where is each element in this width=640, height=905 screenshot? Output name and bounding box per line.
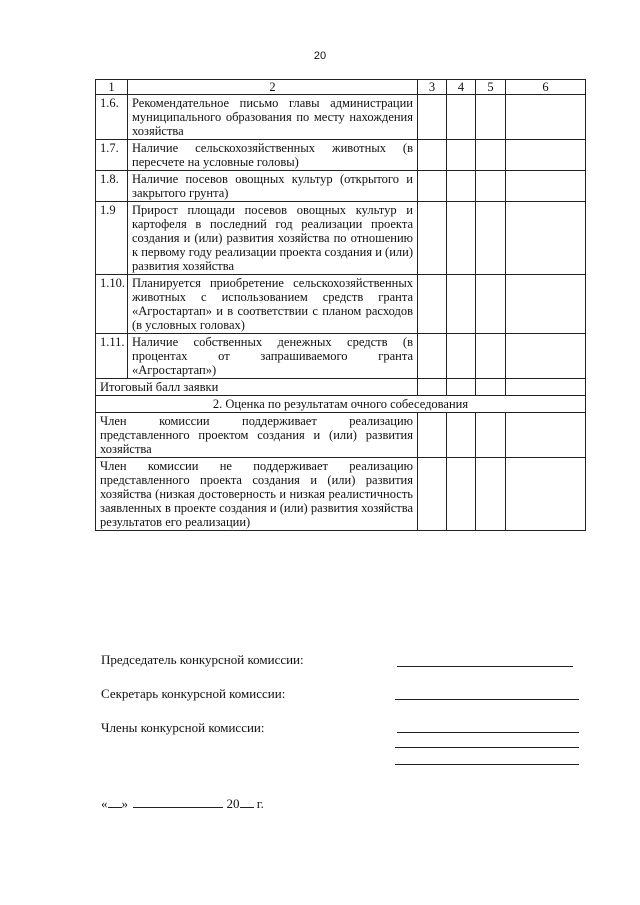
- score-cell: [476, 413, 506, 458]
- score-cell: [506, 379, 586, 396]
- score-cell: [447, 140, 476, 171]
- score-cell: [418, 171, 447, 202]
- table-header-row: [96, 80, 586, 95]
- row-criterion: Член комиссии не поддерживает реализацию представленного проекта создания и (или) развития хозяйства (низкая достоверность и низкая реалистичность заявленных в проекте создания и (или) развития хозяйства результатов его реализации): [96, 458, 418, 531]
- year-blank: [240, 797, 254, 808]
- row-criterion: Планируется приобретение сельскохозяйственных животных с использованием средств гранта «Агростартап» и в соответствии с планом расходов (в условных головах): [128, 275, 418, 334]
- score-cell: [418, 202, 447, 275]
- table-row: [96, 334, 586, 379]
- score-cell: [476, 171, 506, 202]
- table-row: [96, 95, 586, 140]
- score-cell: [506, 171, 586, 202]
- row-number: 1.6.: [96, 95, 128, 140]
- score-cell: [476, 458, 506, 531]
- signature-row-members: [101, 720, 591, 738]
- score-cell: [476, 334, 506, 379]
- row-criterion: Прирост площади посевов овощных культур и картофеля в последний год реализации проекта создания и (или) развития хозяйства по отношению к первому году реализации проекта создания и (или) развития хозяйства: [128, 202, 418, 275]
- score-cell: [506, 413, 586, 458]
- evaluation-table: [95, 79, 586, 531]
- row-number: 1.8.: [96, 171, 128, 202]
- total-label: Итоговый балл заявки: [96, 379, 418, 396]
- signature-label: Члены конкурсной комиссии:: [101, 720, 265, 735]
- score-cell: [506, 202, 586, 275]
- score-cell: [476, 275, 506, 334]
- column-header: 5: [476, 80, 506, 95]
- score-cell: [447, 171, 476, 202]
- date-quote-open: «: [101, 796, 108, 811]
- row-number: 1.11.: [96, 334, 128, 379]
- row-number: 1.9: [96, 202, 128, 275]
- date-quote-close: »: [121, 796, 128, 811]
- section-title-row: [96, 396, 586, 413]
- row-criterion: Член комиссии поддерживает реализацию представленного проектом создания и (или) развития хозяйства: [96, 413, 418, 458]
- row-criterion: Рекомендательное письмо главы администрации муниципального образования по месту нахождения хозяйства: [128, 95, 418, 140]
- score-cell: [447, 275, 476, 334]
- column-header: 2: [128, 80, 418, 95]
- column-header: 6: [506, 80, 586, 95]
- row-number: 1.7.: [96, 140, 128, 171]
- date-suffix: г.: [256, 796, 264, 811]
- score-cell: [447, 202, 476, 275]
- score-cell: [447, 334, 476, 379]
- row-criterion: Наличие сельскохозяйственных животных (в пересчете на условные головы): [128, 140, 418, 171]
- signature-row-chairman: [101, 652, 591, 670]
- column-header: 3: [418, 80, 447, 95]
- score-cell: [418, 140, 447, 171]
- month-blank: [133, 797, 223, 808]
- signature-line: [397, 732, 579, 733]
- page-number: 20: [313, 50, 327, 62]
- score-cell: [476, 140, 506, 171]
- column-header: 4: [447, 80, 476, 95]
- score-cell: [476, 202, 506, 275]
- row-criterion: Наличие посевов овощных культур (открытого и закрытого грунта): [128, 171, 418, 202]
- section-title: 2. Оценка по результатам очного собеседования: [96, 396, 586, 413]
- score-cell: [506, 140, 586, 171]
- score-cell: [418, 334, 447, 379]
- score-cell: [506, 334, 586, 379]
- row-number: 1.10.: [96, 275, 128, 334]
- table-row: [96, 140, 586, 171]
- score-cell: [447, 413, 476, 458]
- signature-line: [395, 699, 579, 700]
- table-row: [96, 171, 586, 202]
- score-cell: [506, 275, 586, 334]
- signature-line: [395, 764, 579, 765]
- signature-row-secretary: [101, 686, 591, 704]
- score-cell: [476, 95, 506, 140]
- score-cell: [447, 379, 476, 396]
- row-criterion: Наличие собственных денежных средств (в процентах от запрашиваемого гранта «Агростартап»): [128, 334, 418, 379]
- date-line: [101, 796, 264, 812]
- column-header: 1: [96, 80, 128, 95]
- table-row: [96, 202, 586, 275]
- signature-label: Секретарь конкурсной комиссии:: [101, 686, 286, 701]
- table-row: [96, 275, 586, 334]
- signature-label: Председатель конкурсной комиссии:: [101, 652, 304, 667]
- score-cell: [418, 413, 447, 458]
- signature-line: [397, 666, 573, 667]
- score-cell: [476, 379, 506, 396]
- score-cell: [418, 95, 447, 140]
- date-year: 20: [226, 796, 240, 811]
- score-cell: [447, 95, 476, 140]
- score-cell: [418, 458, 447, 531]
- score-cell: [506, 95, 586, 140]
- day-blank: [108, 797, 122, 808]
- score-cell: [418, 275, 447, 334]
- signature-line: [395, 747, 579, 748]
- score-cell: [506, 458, 586, 531]
- score-cell: [447, 458, 476, 531]
- total-row: [96, 379, 586, 396]
- table-row: [96, 413, 586, 458]
- score-cell: [418, 379, 447, 396]
- table-row: [96, 458, 586, 531]
